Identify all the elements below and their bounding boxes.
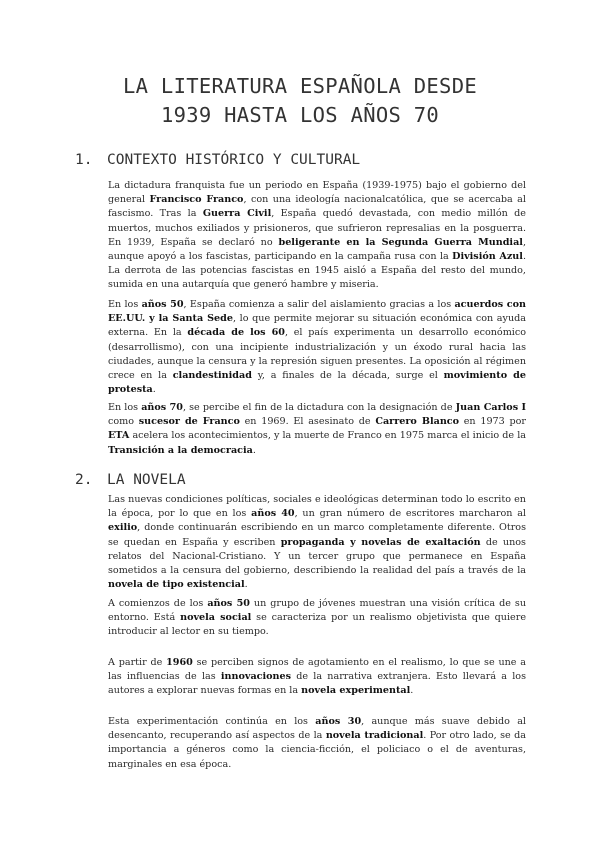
bold-term: años 30 bbox=[315, 716, 362, 727]
paragraph bbox=[108, 715, 526, 772]
bold-term: Carrero Blanco bbox=[375, 416, 460, 428]
bold-term: Francisco Franco bbox=[149, 194, 244, 206]
bold-term: años 70 bbox=[141, 402, 183, 413]
bold-term: clandestinidad bbox=[172, 370, 252, 382]
text-run: En los bbox=[108, 299, 142, 310]
bold-term: sucesor de Franco bbox=[138, 416, 240, 428]
text-run: de la narrativa extranjera. Esto llevará a los autores a explorar nuevas formas en la bbox=[108, 671, 526, 697]
text-run: , con una ideología nacionalcatólica, que se acercaba al fascismo. Tras la bbox=[108, 194, 526, 220]
text-run: . bbox=[410, 685, 414, 697]
text-run: , España comienza a salir del aislamiento gracias a los bbox=[183, 299, 455, 310]
text-run: , se percibe el fin de la dictadura con la designación de bbox=[182, 402, 456, 413]
section-title: CONTEXTO HISTÓRICO Y CULTURAL bbox=[107, 152, 361, 168]
paragraph bbox=[108, 179, 526, 293]
document-title bbox=[60, 72, 540, 130]
section-heading-contexto bbox=[75, 152, 360, 168]
bold-term: Guerra Civil bbox=[202, 208, 272, 220]
text-run: acelera los acontecimientos, y la muerte de Franco en 1975 marca el inicio de la bbox=[129, 430, 526, 442]
text-run: Las nuevas condiciones políticas, sociales e ideológicas determinan todo lo escrito en la época, por lo que en los bbox=[108, 494, 526, 520]
text-run: un grupo de jóvenes muestran una visión crítica de su entorno. Está bbox=[108, 598, 526, 624]
text-run: . bbox=[244, 579, 248, 591]
paragraph bbox=[108, 597, 526, 640]
text-run: y, a finales de la década, surge el bbox=[251, 370, 444, 382]
paragraph bbox=[108, 493, 526, 592]
bold-term: División Azul bbox=[452, 251, 523, 263]
text-run: se caracteriza por un realismo objetivista que quiere introducir al lector en su tiempo. bbox=[108, 612, 526, 638]
text-run: . Por otro lado, se da importancia a géneros como la ciencia-ficción, el policiaco o el de aventuras, marginales en esa época. bbox=[108, 730, 527, 770]
text-run: , lo que permite mejorar su situación económica con ayuda externa. En la bbox=[108, 313, 526, 339]
section-number: 2. bbox=[75, 472, 93, 488]
text-run: . bbox=[252, 444, 256, 456]
bold-term: propaganda y novelas de exaltación bbox=[280, 536, 481, 548]
text-run: en 1973 por bbox=[459, 416, 526, 428]
text-run: en 1969. El asesinato de bbox=[239, 416, 376, 428]
text-run: Esta experimentación continúa en los bbox=[108, 716, 316, 727]
text-run: , un gran número de escritores marcharon al bbox=[294, 508, 526, 520]
bold-term: innovaciones bbox=[220, 671, 292, 683]
section-title: LA NOVELA bbox=[107, 472, 186, 488]
bold-term: Juan Carlos I bbox=[455, 402, 526, 413]
bold-term: años 40 bbox=[251, 508, 295, 520]
bold-term: novela experimental bbox=[301, 685, 411, 697]
bold-term: novela tradicional bbox=[325, 730, 424, 742]
text-run: , aunque apoyó a los fascistas, participando en la campaña rusa con la bbox=[108, 236, 526, 263]
paragraph bbox=[108, 298, 526, 397]
text-run: . bbox=[152, 384, 156, 396]
text-run: A partir de bbox=[108, 657, 167, 668]
bold-term: exilio bbox=[108, 522, 138, 534]
bold-term: novela de tipo existencial bbox=[108, 579, 245, 591]
bold-term: Transición a la democracia bbox=[108, 444, 253, 456]
bold-term: 1960 bbox=[166, 657, 193, 668]
bold-term: acuerdos con EE.UU. y la Santa Sede bbox=[108, 299, 526, 325]
text-run: , aunque más suave debido al desencanto, recuperando así aspectos de la bbox=[108, 716, 526, 742]
text-run: , donde continuarán escribiendo en un marco completamente diferente. Otros se quedan en España y escriben bbox=[108, 522, 526, 548]
bold-term: años 50 bbox=[207, 598, 250, 609]
text-run: se perciben signos de agotamiento en el realismo, lo que se une a las influencias de las bbox=[108, 657, 526, 683]
bold-term: años 50 bbox=[141, 299, 184, 310]
text-run: de unos relatos del Nacional-Cristiano. Y un tercer grupo que permanece en España sometidos a la censura del gobierno, describiendo la realidad del país a través de la bbox=[108, 536, 526, 577]
bold-term: ETA bbox=[108, 430, 130, 442]
text-run: A comienzos de los bbox=[108, 598, 208, 609]
text-run: , el país experimenta un desarrollo económico (desarrollismo), con una incipiente industrialización y un éxodo rural hacia las ciudades, aunque la censura y la represión siguen presentes. La oposición al régimen crece en la bbox=[108, 327, 527, 382]
text-run: En los bbox=[108, 402, 142, 413]
title-line-1: LA LITERATURA ESPAÑOLA DESDE bbox=[123, 74, 477, 98]
paragraph bbox=[108, 656, 526, 699]
text-run: , España quedó devastada, con medio millón de muertos, muchos exiliados y prisioneros, que sufrieron represalias en la posguerra. En 1939, España se declaró no bbox=[108, 208, 526, 248]
bold-term: novela social bbox=[180, 612, 252, 624]
bold-term: movimiento de protesta bbox=[108, 370, 526, 396]
bold-term: beligerante en la Segunda Guerra Mundial bbox=[278, 236, 523, 248]
text-run: como bbox=[108, 416, 139, 428]
text-run: . La derrota de las potencias fascistas en 1945 aisló a España del resto del mundo, sumida en una autarquía que generó hambre y miseria. bbox=[108, 251, 526, 291]
paragraph bbox=[108, 401, 526, 458]
text-run: La dictadura franquista fue un periodo en España (1939-1975) bajo el gobierno del general bbox=[108, 180, 526, 206]
bold-term: década de los 60 bbox=[187, 327, 285, 339]
title-line-2: 1939 HASTA LOS AÑOS 70 bbox=[160, 103, 440, 127]
section-number: 1. bbox=[75, 152, 93, 168]
section-heading-novela bbox=[75, 472, 186, 488]
